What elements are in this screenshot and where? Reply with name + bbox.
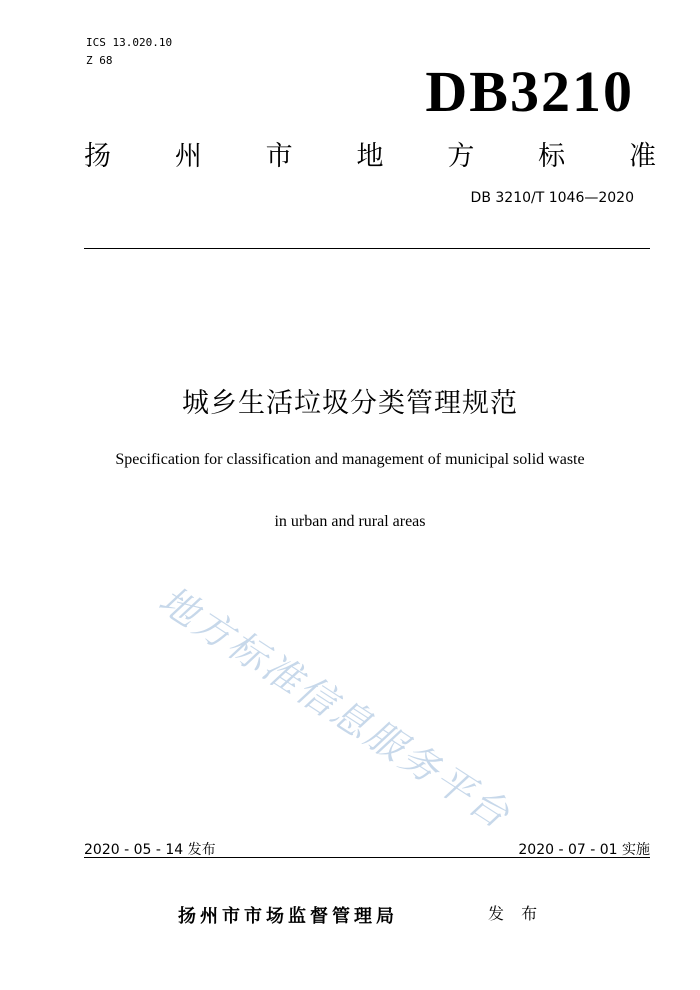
document-title-english-line2: in urban and rural areas (274, 513, 426, 530)
issuing-authority: 扬州市市场监督管理局 (178, 906, 398, 927)
category-code: Z 68 (86, 54, 113, 67)
document-title-english-line1: Specification for classification and management of municipal solid waste (115, 451, 585, 468)
standard-kind-char: 地 (356, 141, 384, 172)
standard-kind-char: 方 (447, 141, 475, 172)
standard-kind-char: 扬 (84, 141, 111, 172)
publish-label: 发 布 (488, 904, 544, 923)
watermark: 地方标准信息服务平台 (151, 577, 519, 838)
db-code-title: DB3210 (425, 59, 634, 124)
standard-number: DB 3210/T 1046—2020 (470, 190, 634, 206)
standard-kind (84, 134, 656, 173)
standard-kind-char: 市 (265, 141, 293, 172)
bottom-divider (84, 857, 650, 858)
top-divider (84, 248, 650, 249)
document-title-chinese: 城乡生活垃圾分类管理规范 (182, 388, 518, 419)
standard-kind-char: 州 (174, 141, 202, 172)
issue-date: 2020 - 05 - 14 发布 (84, 842, 216, 858)
standard-kind-char: 标 (538, 141, 566, 172)
ics-code: ICS 13.020.10 (86, 36, 173, 49)
standard-kind-char: 准 (628, 141, 656, 172)
implementation-date: 2020 - 07 - 01 实施 (518, 842, 650, 858)
